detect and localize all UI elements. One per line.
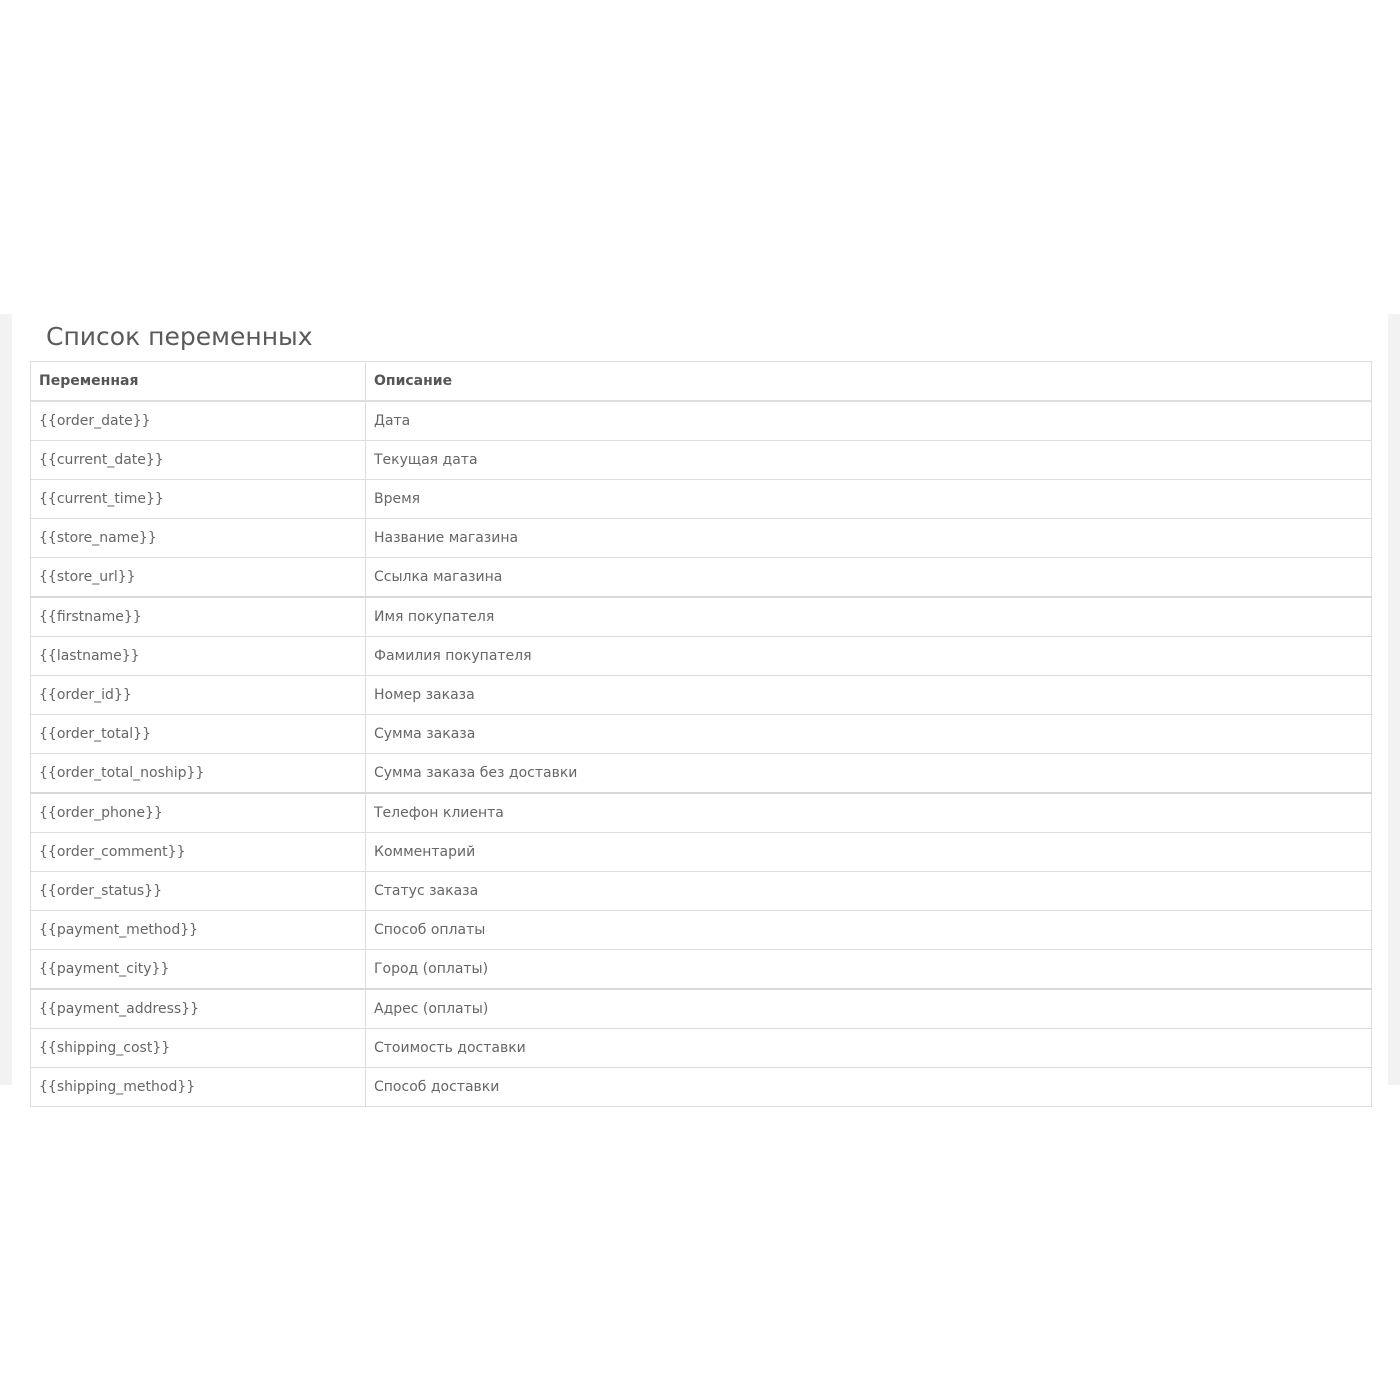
variable-cell: {{payment_method}} [31,911,366,950]
variable-cell: {{payment_city}} [31,950,366,990]
table-row [31,911,1372,950]
table-row [31,793,1372,833]
page-viewport [0,314,1400,1095]
table-row [31,872,1372,911]
description-cell: Сумма заказа [366,715,1372,754]
table-header [31,362,1372,402]
description-cell: Телефон клиента [366,793,1372,833]
variables-panel [12,314,1388,1095]
variable-cell: {{payment_address}} [31,989,366,1029]
variable-cell: {{order_status}} [31,872,366,911]
table-row [31,833,1372,872]
description-cell: Имя покупателя [366,597,1372,637]
table-row [31,754,1372,794]
table-row [31,989,1372,1029]
table-row [31,558,1372,598]
variable-cell: {{order_date}} [31,401,366,441]
table-row [31,441,1372,480]
description-cell: Статус заказа [366,872,1372,911]
description-cell: Время [366,480,1372,519]
table-body [31,401,1372,1107]
variable-cell: {{order_total_noship}} [31,754,366,794]
table-row [31,1029,1372,1068]
table-row [31,676,1372,715]
description-cell: Способ оплаты [366,911,1372,950]
column-header-variable: Переменная [31,362,366,402]
variable-cell: {{order_id}} [31,676,366,715]
variable-cell: {{current_date}} [31,441,366,480]
variable-cell: {{order_phone}} [31,793,366,833]
variable-cell: {{order_comment}} [31,833,366,872]
section-title: Список переменных [46,322,313,351]
variable-cell: {{store_url}} [31,558,366,598]
table-row [31,401,1372,441]
table-row [31,519,1372,558]
description-cell: Сумма заказа без доставки [366,754,1372,794]
description-cell: Название магазина [366,519,1372,558]
description-cell: Стоимость доставки [366,1029,1372,1068]
table-row [31,1068,1372,1107]
table-row [31,480,1372,519]
description-cell: Комментарий [366,833,1372,872]
description-cell: Способ доставки [366,1068,1372,1107]
description-cell: Город (оплаты) [366,950,1372,990]
column-header-description: Описание [366,362,1372,402]
variable-cell: {{current_time}} [31,480,366,519]
variable-cell: {{order_total}} [31,715,366,754]
variable-cell: {{lastname}} [31,637,366,676]
table-header-row [31,362,1372,402]
table-row [31,637,1372,676]
table-row [31,597,1372,637]
description-cell: Ссылка магазина [366,558,1372,598]
description-cell: Дата [366,401,1372,441]
description-cell: Номер заказа [366,676,1372,715]
variable-cell: {{firstname}} [31,597,366,637]
description-cell: Адрес (оплаты) [366,989,1372,1029]
variable-cell: {{store_name}} [31,519,366,558]
variables-table [30,361,1372,1107]
description-cell: Фамилия покупателя [366,637,1372,676]
variable-cell: {{shipping_cost}} [31,1029,366,1068]
table-row [31,715,1372,754]
variable-cell: {{shipping_method}} [31,1068,366,1107]
description-cell: Текущая дата [366,441,1372,480]
table-row [31,950,1372,990]
